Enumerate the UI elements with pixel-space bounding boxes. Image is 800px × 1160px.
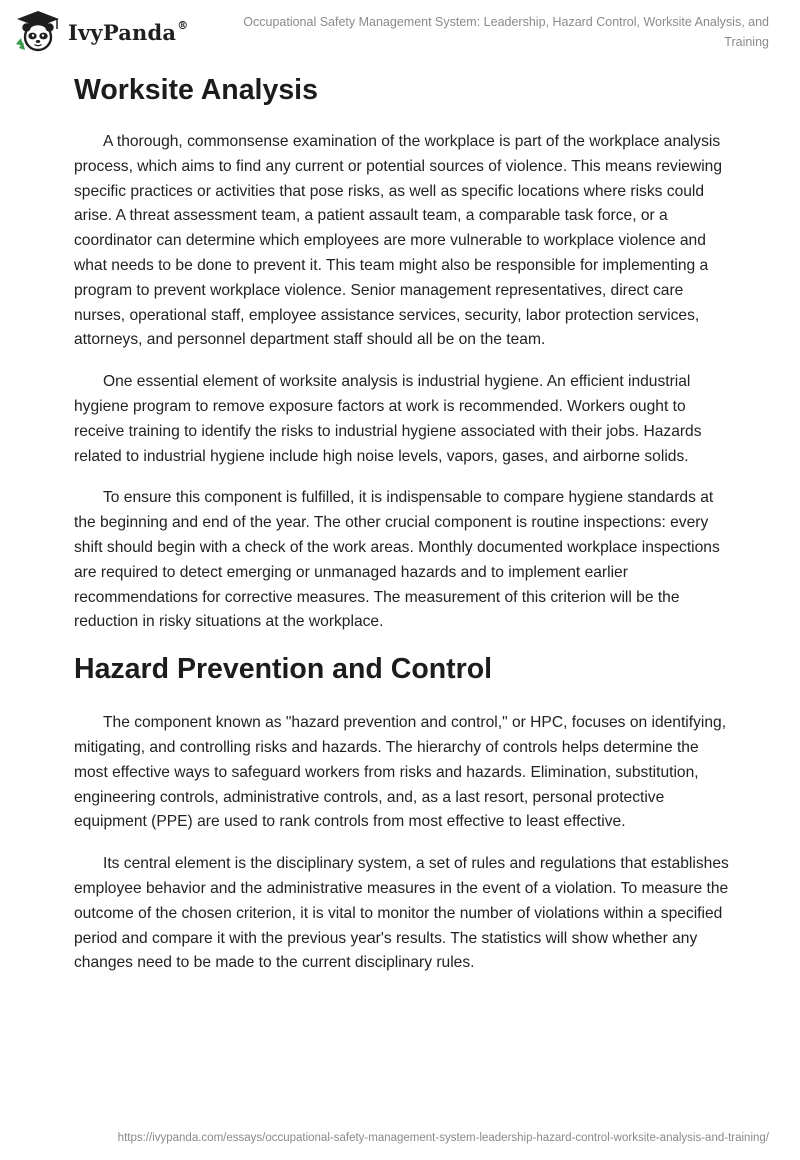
brand-logo-link[interactable] — [14, 10, 188, 52]
paragraph: One essential element of worksite analysis is industrial hygiene. An efficient industrial hygiene program to remove exposure factors at work is recommended. Workers ought to receive training to identify the risks to industrial hygiene associated with their jobs. Hazards related to industrial hygiene include high noise levels, vapors, gases, and airborne solids. — [74, 373, 702, 465]
paragraph: To ensure this component is fulfilled, it is indispensable to compare hygiene standards at the beginning and end of the year. The other crucial component is routine inspections: every shift should begin with a check of the work areas. Monthly documented workplace inspections are required to detect emerging or unmanaged hazards and to implement earlier recommendations for corrective measures. The measurement of this criterion will be the reduction in risky situations at the workplace. — [74, 489, 720, 631]
section-heading-worksite-analysis: Worksite Analysis — [74, 74, 318, 106]
page-header — [0, 0, 800, 60]
paragraph: The component known as "hazard prevention and control," or HPC, focuses on identifying, mitigating, and controlling risks and hazards. The hierarchy of controls helps determine the most effective ways to safeguard workers from risks and hazards. Elimination, substitution, engineering controls, administrative controls, and, as a last resort, personal protective equipment (PPE) are used to rank controls from most effective to least effective. — [74, 714, 727, 831]
brand-name: IvyPanda® — [68, 18, 189, 45]
section-heading-hazard-prevention: Hazard Prevention and Control — [74, 653, 493, 686]
source-url: https://ivypanda.com/essays/occupational-safety-management-system-leadership-hazard-control-worksite-analysis-and-training/ — [117, 1132, 769, 1144]
registered-mark: ® — [177, 18, 189, 32]
paragraph: A thorough, commonsense examination of the workplace is part of the workplace analysis process, which aims to find any current or potential sources of violence. This means reviewing specific practices or activities that pose risks, as well as specific locations where risks could arise. A threat assessment team, a patient assault team, a comparable task force, or a coordinator can determine which employees are more vulnerable to workplace violence and what needs to be done to prevent it. This team might also be responsible for implementing a program to prevent workplace violence. Senior management representatives, direct care nurses, operational staff, employee assistance services, security, labor protection services, attorneys, and personnel department staff should all be on the team. — [74, 133, 723, 349]
essay-content — [74, 70, 734, 976]
panda-graduation-cap-icon — [14, 10, 62, 52]
paragraph: Its central element is the disciplinary system, a set of rules and regulations that establishes employee behavior and the administrative measures in the event of a violation. To measure the outcome of the chosen criterion, it is vital to monitor the number of violations within a specified period and compare it with the previous year's results. The statistics will show whether any changes need to be made to the current disciplinary rules. — [74, 855, 729, 972]
document-title: Occupational Safety Management System: Leadership, Hazard Control, Worksite Analysis, and Training — [243, 15, 769, 49]
